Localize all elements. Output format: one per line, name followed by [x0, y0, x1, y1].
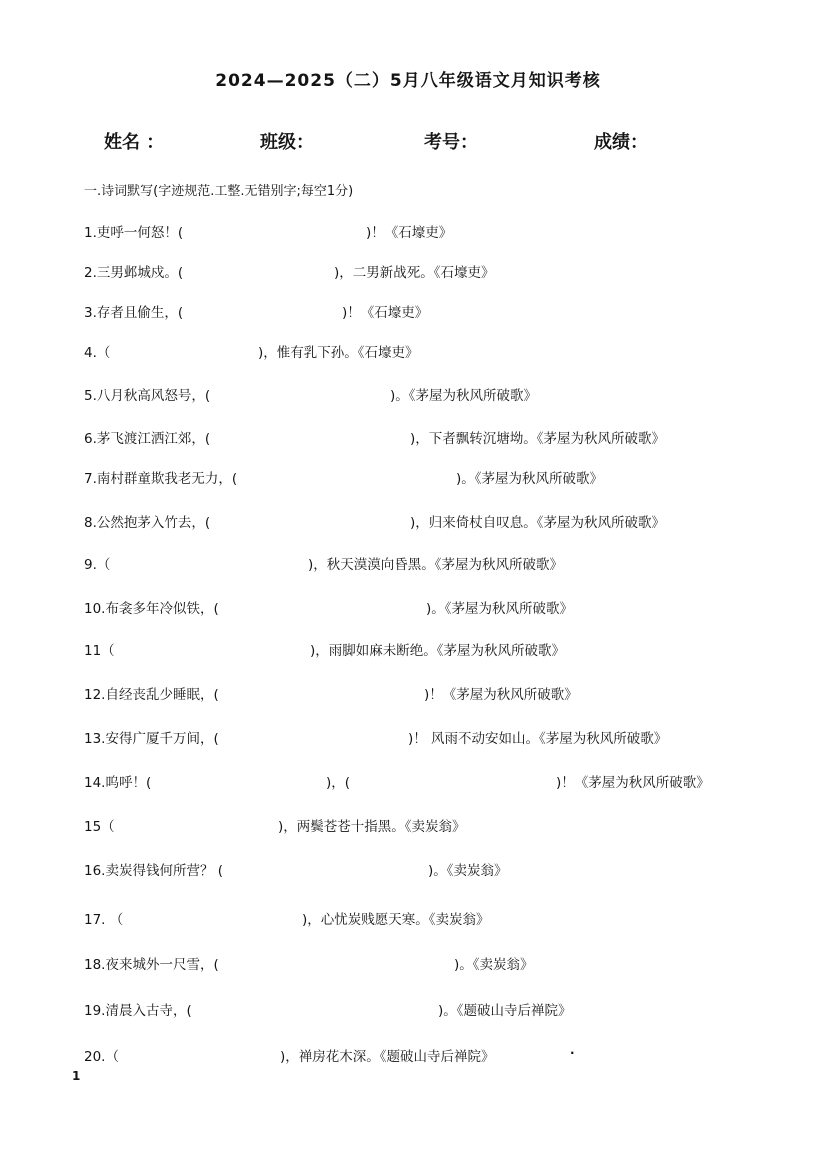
question-prompt: 12.自经丧乱少睡眠，(: [84, 687, 219, 703]
page-number: 1: [72, 1069, 81, 1083]
question-prompt: 16.卖炭得钱何所营？ (: [84, 863, 224, 879]
question-suffix: )。《茅屋为秋风所破歌》: [390, 388, 538, 404]
question-prompt: 6.茅飞渡江洒江郊，(: [84, 431, 211, 447]
question-suffix: )，秋天漠漠向昏黑。《茅屋为秋风所破歌》: [308, 557, 564, 573]
question-suffix: )，两鬓苍苍十指黑。《卖炭翁》: [278, 819, 466, 835]
class-label: 班级：: [260, 132, 314, 153]
question-prompt: 1.吏呼一何怒！(: [84, 225, 184, 241]
question-suffix: )！《茅屋为秋风所破歌》: [556, 775, 710, 791]
question-suffix: )，二男新战死。《石壕吏》: [334, 265, 495, 281]
question-prompt: 3.存者且偷生，(: [84, 305, 184, 321]
question-prompt: 18.夜来城外一尺雪，(: [84, 957, 219, 973]
question-prompt: 7.南村群童欺我老无力，(: [84, 471, 238, 487]
question-suffix: )，惟有乳下孙。《石壕吏》: [258, 345, 419, 361]
question-suffix: )！《石壕吏》: [342, 305, 429, 321]
question-prompt: 20.（: [84, 1049, 119, 1065]
question-suffix: )，下者飘转沉塘坳。《茅屋为秋风所破歌》: [410, 431, 666, 447]
question-prompt: 13.安得广厦千万间，(: [84, 731, 219, 747]
stray-mark: ·: [570, 1046, 575, 1060]
question-prompt: 14.呜呼！(: [84, 775, 152, 791]
question-prompt: 8.公然抱茅入竹去，(: [84, 515, 211, 531]
question-suffix: )，雨脚如麻未断绝。《茅屋为秋风所破歌》: [310, 643, 566, 659]
question-prompt: 19.清晨入古寺，(: [84, 1003, 192, 1019]
question-prompt: 11（: [84, 643, 115, 659]
question-suffix: )，禅房花木深。《题破山寺后禅院》: [280, 1049, 495, 1065]
question-suffix: )！《石壕吏》: [366, 225, 453, 241]
question-suffix: )。《题破山寺后禅院》: [438, 1003, 572, 1019]
question-middle: )，(: [326, 775, 351, 791]
question-suffix: )。《茅屋为秋风所破歌》: [456, 471, 604, 487]
section-heading: 一.诗词默写(字迹规范.工整.无错别字;每空1分): [84, 184, 354, 199]
question-prompt: 10.布衾多年冷似铁，(: [84, 601, 219, 617]
question-suffix: )，心忧炭贱愿天寒。《卖炭翁》: [302, 912, 490, 928]
question-suffix: )！ 风雨不动安如山。《茅屋为秋风所破歌》: [408, 731, 668, 747]
page-title: 2024—2025（二）5月八年级语文月知识考核: [215, 71, 601, 91]
question-suffix: )。《茅屋为秋风所破歌》: [426, 601, 574, 617]
question-suffix: )。《卖炭翁》: [454, 957, 534, 973]
question-suffix: )。《卖炭翁》: [428, 863, 508, 879]
question-prompt: 17. （: [84, 912, 124, 928]
exam-number-label: 考号：: [424, 132, 478, 153]
score-label: 成绩：: [594, 132, 648, 153]
question-prompt: 4.（: [84, 345, 111, 361]
question-prompt: 2.三男邺城戍。(: [84, 265, 184, 281]
question-suffix: )！《茅屋为秋风所破歌》: [424, 687, 578, 703]
question-prompt: 5.八月秋高风怒号，(: [84, 388, 211, 404]
question-prompt: 15（: [84, 819, 115, 835]
question-suffix: )，归来倚杖自叹息。《茅屋为秋风所破歌》: [410, 515, 666, 531]
question-prompt: 9.（: [84, 557, 111, 573]
name-label: 姓名 ：: [104, 132, 165, 153]
